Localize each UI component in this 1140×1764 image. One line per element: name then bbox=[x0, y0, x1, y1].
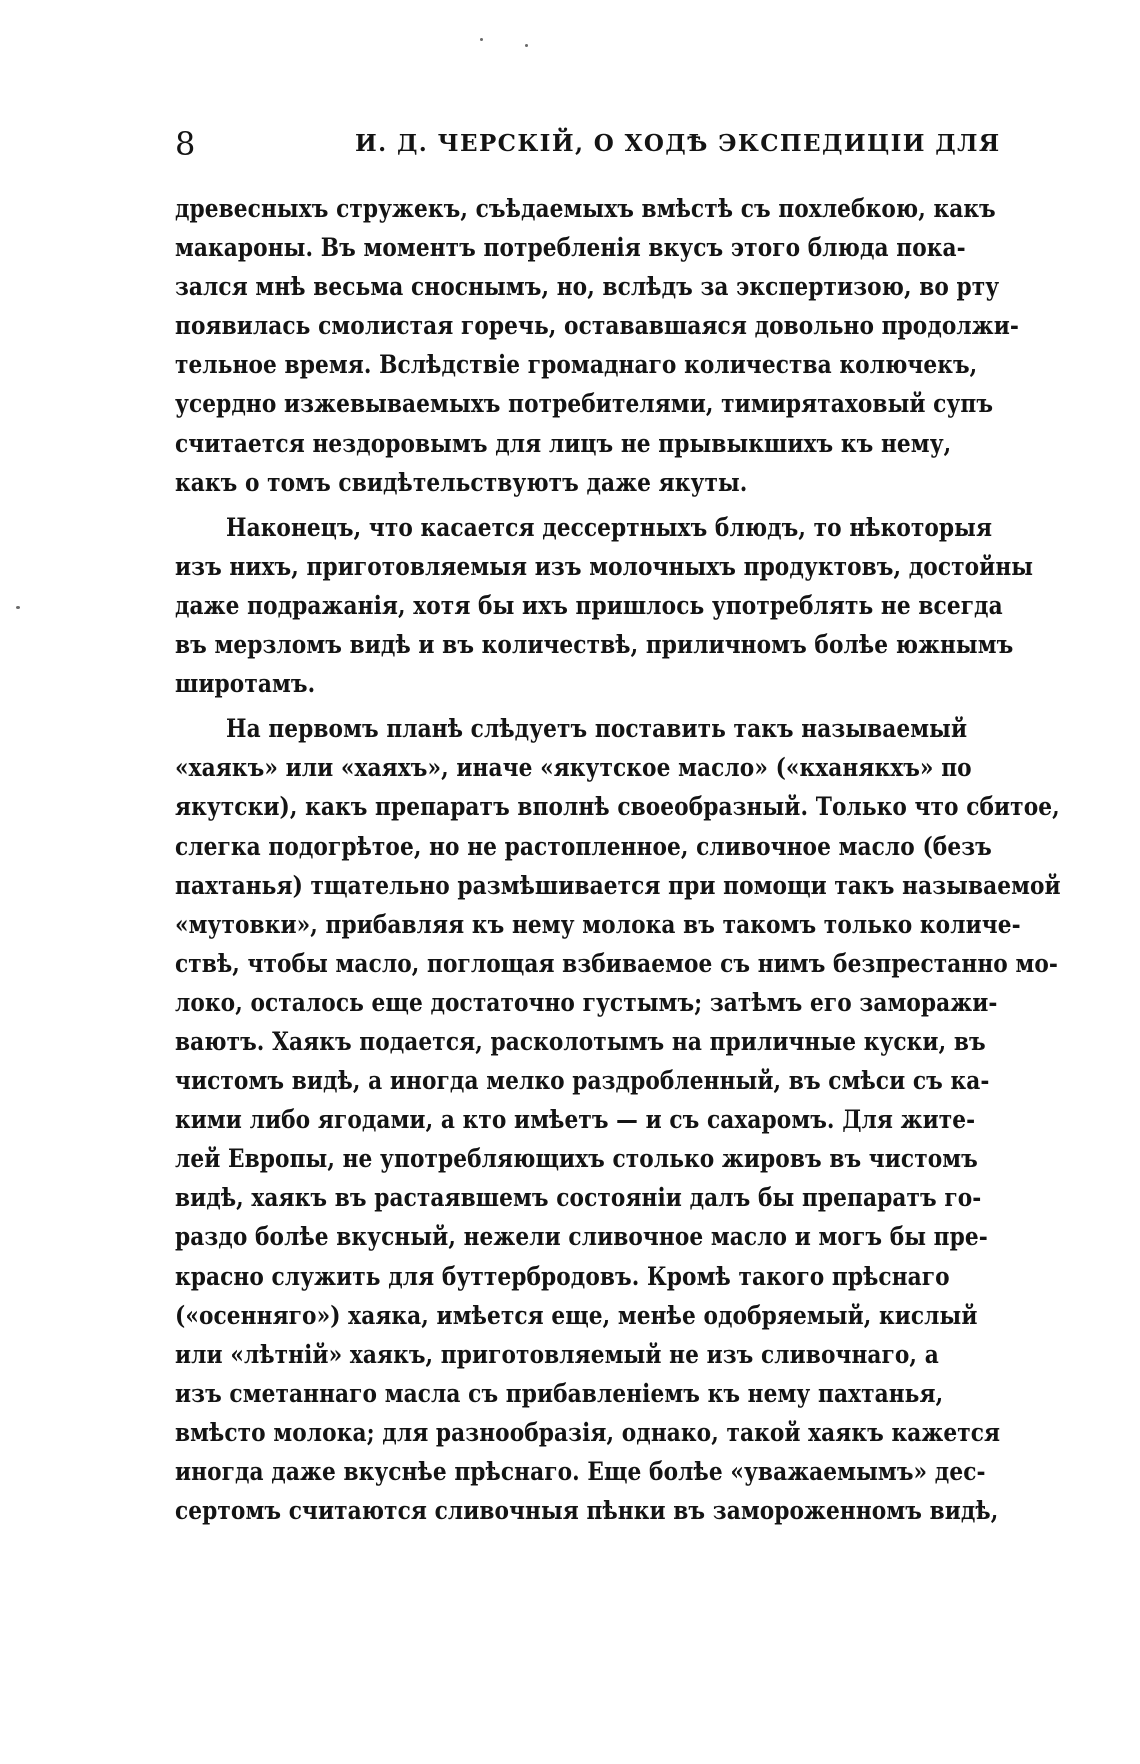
text-line: Наконецъ, что касается дессертныхъ блюдъ, то нѣкоторыя bbox=[226, 512, 993, 543]
text-line: ваютъ. Хаякъ подается, расколотымъ на приличные куски, въ bbox=[175, 1026, 986, 1057]
text-line: якутски), какъ препаратъ вполнѣ своеобразный. Только что сбитое, bbox=[175, 792, 1060, 823]
text-line: въ мерзломъ видѣ и въ количествѣ, приличномъ болѣе южнымъ bbox=[175, 630, 1014, 661]
text-line: древесныхъ стружекъ, съѣдаемыхъ вмѣстѣ съ похлебкою, какъ bbox=[175, 194, 996, 224]
text-line: «хаякъ» или «хаяхъ», иначе «якутское масло» («кханякхъ» по bbox=[175, 753, 972, 784]
text-line: На первомъ планѣ слѣдуетъ поставить такъ называемый bbox=[226, 714, 968, 745]
text-line: считается нездоровымъ для лицъ не прывыкшихъ къ нему, bbox=[175, 428, 952, 459]
page-number: 8 bbox=[175, 125, 196, 163]
paragraph bbox=[175, 710, 1061, 1531]
text-line: («осенняго») хаяка, имѣется еще, менѣе одобряемый, кислый bbox=[175, 1300, 978, 1331]
text-line: видѣ, хаякъ въ растаявшемъ состояніи далъ бы препаратъ го- bbox=[175, 1183, 982, 1214]
text-line: пахтанья) тщательно размѣшивается при помощи такъ называемой bbox=[175, 870, 1061, 901]
text-line: широтамъ. bbox=[175, 669, 316, 700]
page-header bbox=[175, 124, 1001, 164]
text-line: макароны. Въ моментъ потребленія вкусъ этого блюда пока- bbox=[175, 233, 966, 264]
text-line: сертомъ считаются сливочныя пѣнки въ замороженномъ видѣ, bbox=[175, 1496, 999, 1527]
text-line: раздо болѣе вкусный, нежели сливочное масло и могъ бы пре- bbox=[175, 1222, 988, 1253]
text-line: изъ сметаннаго масла съ прибавленіемъ къ нему пахтанья, bbox=[175, 1378, 944, 1409]
text-line: усердно изжевываемыхъ потребителями, тимирятаховый супъ bbox=[175, 389, 994, 420]
running-title: И. Д. ЧЕРСКІЙ, О ХОДѢ ЭКСПЕДИЦІИ ДЛЯ bbox=[355, 130, 1001, 157]
text-line: ствѣ, чтобы масло, поглощая взбиваемое съ нимъ безпрестанно мо- bbox=[175, 948, 1059, 979]
text-line: лей Европы, не употребляющихъ столько жировъ въ чистомъ bbox=[175, 1144, 978, 1175]
text-line: чистомъ видѣ, а иногда мелко раздробленный, въ смѣси съ ка- bbox=[175, 1066, 990, 1097]
text-line: вмѣсто молока; для разнообразія, однако, такой хаякъ кажется bbox=[175, 1417, 1001, 1448]
scan-speck bbox=[525, 44, 528, 47]
text-line: красно служить для буттербродовъ. Кромѣ такого прѣснаго bbox=[175, 1261, 950, 1292]
text-line: иногда даже вкуснѣе прѣснаго. Еще болѣе «уважаемымъ» дес- bbox=[175, 1457, 986, 1487]
text-line: появилась смолистая горечь, остававшаяся довольно продолжи- bbox=[175, 311, 1020, 342]
body-text bbox=[175, 190, 1061, 1531]
text-line: слегка подогрѣтое, но не растопленное, сливочное масло (безъ bbox=[175, 831, 992, 862]
scan-speck bbox=[16, 606, 20, 609]
text-line: какъ о томъ свидѣтельствуютъ даже якуты. bbox=[175, 467, 748, 498]
paragraph bbox=[175, 509, 1034, 704]
scan-speck bbox=[480, 38, 483, 41]
text-line: даже подражанія, хотя бы ихъ пришлось употреблять не всегда bbox=[175, 590, 1003, 621]
text-line: или «лѣтній» хаякъ, приготовляемый не изъ сливочнаго, а bbox=[175, 1339, 939, 1370]
text-line: «мутовки», прибавляя къ нему молока въ такомъ только количе- bbox=[175, 909, 1021, 940]
text-line: тельное время. Вслѣдствіе громаднаго количества колючекъ, bbox=[175, 350, 978, 381]
text-line: зался мнѣ весьма сноснымъ, но, вслѣдъ за экспертизою, во рту bbox=[175, 272, 1000, 303]
text-line: изъ нихъ, приготовляемыя изъ молочныхъ продуктовъ, достойны bbox=[175, 551, 1034, 582]
paragraph bbox=[175, 190, 1020, 503]
text-line: локо, осталось еще достаточно густымъ; затѣмъ его заморажи- bbox=[175, 987, 998, 1018]
text-line: кими либо ягодами, а кто имѣетъ — и съ сахаромъ. Для жите- bbox=[175, 1105, 976, 1136]
